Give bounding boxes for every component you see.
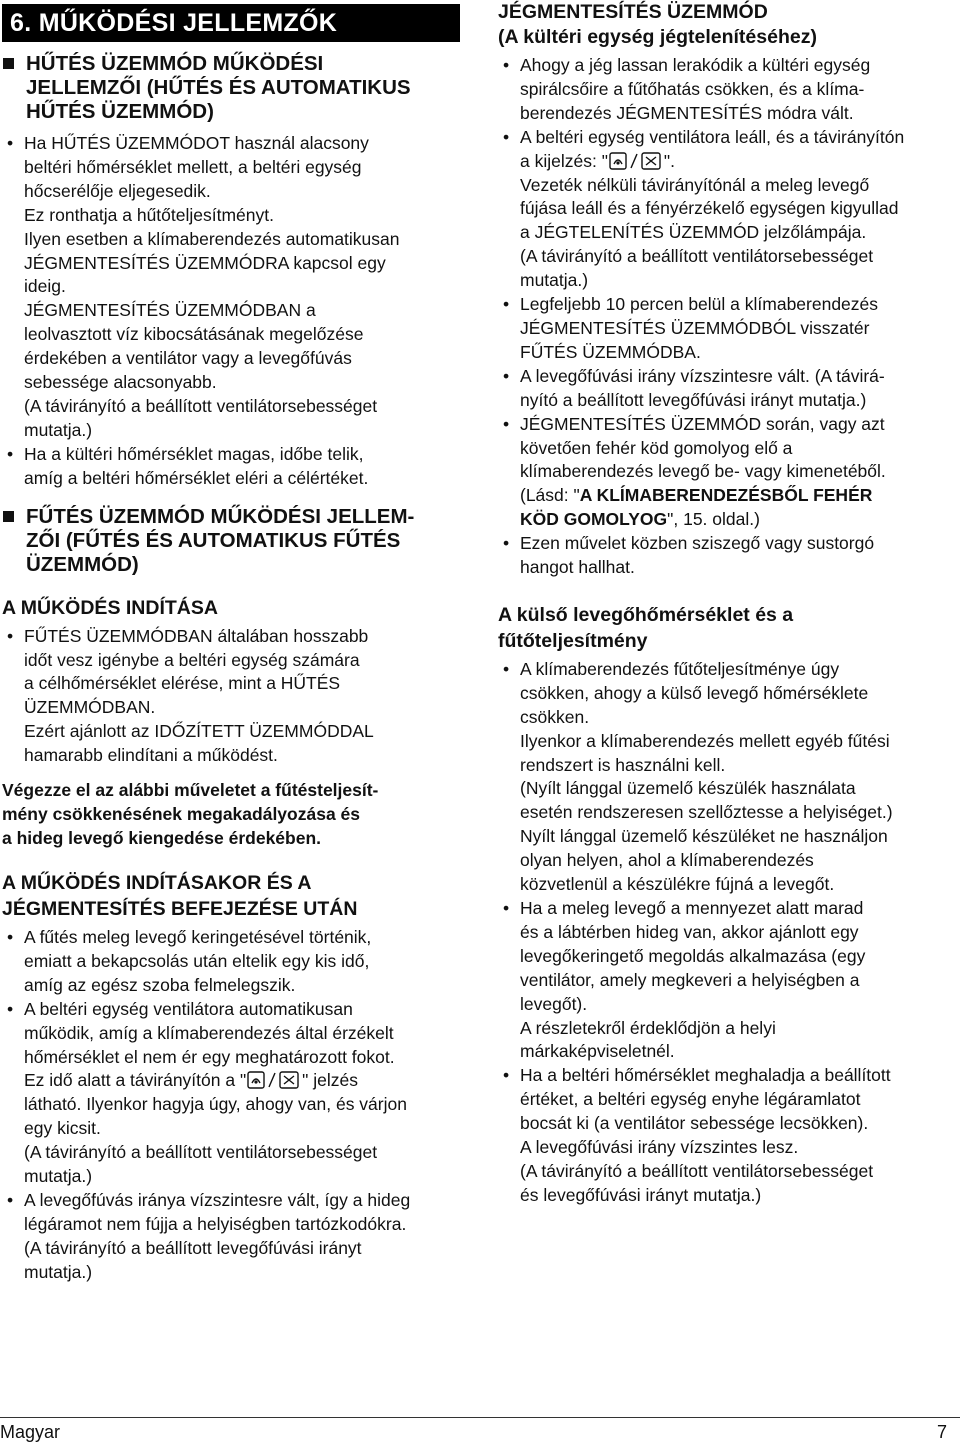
- start-bullets: [2, 625, 460, 768]
- list-item: • Ezen művelet közben sziszegő vagy sustorgó hangot hallhat.: [503, 533, 875, 578]
- bullet-dot-icon: •: [503, 1065, 510, 1086]
- list-item: • Ahogy a jég lassan lerakódik a kültéri egység spirálcsőire a fűtőhatás csökken, és a klíma- berendezés JÉGMENTESÍTÉS módra vált.: [503, 55, 871, 123]
- left-column: [2, 0, 460, 1285]
- subsection-after-defrost-title: A MŰKÖDÉS INDÍTÁSAKOR ÉS A JÉGMENTESÍTÉS BEFEJEZÉSE UTÁN: [2, 872, 358, 921]
- bullet-dot-icon: •: [503, 294, 510, 315]
- list-item: • A levegőfúvás iránya vízszintesre vált, így a hideg légáramot nem fújja a helyiségben tartózkodókra. (A távirányító a beállított levegőfúvási irányt mutatja.): [7, 1190, 411, 1282]
- chapter-title: 6. MŰKÖDÉSI JELLEMZŐK: [2, 4, 460, 42]
- list-item: • A beltéri egység ventilátora automatikusan működik, amíg a klímaberendezés által érzékelt hőmérséklet el nem ér egy meghatározott fokot. Ez idő alatt a távirányítón a " " jelzés látható. Ilyenkor hagyja úgy, ahogy van, és várjon egy kicsit. (A távirányító a beállított ventilátorsebességet mutatja.): [7, 998, 407, 1187]
- bullet-dot-icon: •: [7, 927, 14, 948]
- bullet-dot-icon: •: [503, 898, 510, 918]
- list-item: • Ha HŰTÉS ÜZEMMÓDOT használ alacsony beltéri hőmérséklet mellett, a beltéri egység hőcserélője eljegesedik. Ez ronthatja a hűtőteljesítményt. Ilyen esetben a klímaberendezés automatikusan JÉGMENTESÍTÉS ÜZEMMÓDRA kapcsol egy ideig. JÉGMENTESÍTÉS ÜZEMMÓDBAN a leolvasztott víz kibocsátásának megelőzése érdekében a ventilátor vagy a levegőfúvás sebessége alacsonyabb. (A távirányító a beállított ventilátorsebességet mutatja.): [7, 133, 400, 440]
- page-number: 7: [937, 1422, 948, 1442]
- bullet-dot-icon: •: [503, 413, 510, 434]
- outdoor-temp-bullets: [498, 658, 958, 1208]
- section-heating-title: FŰTÉS ÜZEMMÓD MŰKÖDÉSI JELLEM- ZŐI (FŰTÉS ÉS AUTOMATIKUS FŰTÉS ÜZEMMÓD): [2, 505, 460, 577]
- after-defrost-bullets: [2, 926, 460, 1285]
- cooling-bullets: [2, 132, 460, 491]
- bullet-dot-icon: •: [7, 133, 14, 153]
- bullet-dot-icon: •: [7, 443, 14, 464]
- defrost-bullets: [498, 54, 958, 580]
- list-item: • A beltéri egység ventilátora leáll, és a távirányítón a kijelzés: " ". Vezeték nélküli távirányítónál a meleg levegő fújása leáll és a fényérzékelő egységen kigyullad a JÉGTELENÍTÉS ÜZEMMÓD jelzőlámpája. (A távirányító a beállított ventilátorsebességet mutatja.): [503, 126, 905, 291]
- square-bullet-icon: [3, 511, 14, 522]
- list-item: • JÉGMENTESÍTÉS ÜZEMMÓD során, vagy azt követően fehér köd gomolyog elő a klímaberendezés levegő be- vagy kimenetéből. (Lásd: "A KLÍMABERENDEZÉSBŐL FEHÉR KÖD GOMOLYOG", 15. oldal.): [503, 413, 886, 530]
- reference-link-text: KÖD GOMOLYOG: [520, 509, 668, 530]
- bullet-dot-icon: •: [503, 658, 510, 679]
- right-column: [498, 0, 958, 1208]
- list-item: • A levegőfúvási irány vízszintesre vált. (A távirá- nyító a beállított levegőfúvási irányt mutatja.): [503, 365, 885, 410]
- square-bullet-icon: [3, 58, 14, 69]
- section-cooling-title: HŰTÉS ÜZEMMÓD MŰKÖDÉSI JELLEMZŐI (HŰTÉS ÉS AUTOMATIKUS HŰTÉS ÜZEMMÓD): [2, 52, 460, 124]
- bullet-dot-icon: •: [7, 998, 14, 1019]
- list-item: • A klímaberendezés fűtőteljesítménye úgy csökken, ahogy a külső levegő hőmérséklete csökken. Ilyenkor a klímaberendezés mellett egyéb fűtési rendszert is használni kell. (Nyílt lánggal üzemelő készülék használata esetén rendszeresen szellőztesse a helyiséget.) Nyílt lánggal üzemelő készüléket ne használjon olyan helyen, ahol a klímaberendezés közvetlenül a készülékre fújná a levegőt.: [503, 658, 893, 895]
- subsection-defrost-title: JÉGMENTESÍTÉS ÜZEMMÓD (A kültéri egység jégtelenítéséhez): [498, 1, 817, 48]
- bullet-dot-icon: •: [503, 126, 510, 147]
- list-item: • A fűtés meleg levegő keringetésével történik, emiatt a bekapcsolás után eltelik egy kis idő, amíg az egész szoba felmelegszik.: [7, 927, 372, 995]
- bullet-dot-icon: •: [503, 533, 510, 554]
- remote-display-icon: [247, 1071, 301, 1089]
- footer-divider: [0, 1417, 960, 1418]
- heating-warning-paragraph: Végezze el az alábbi műveletet a fűtésteljesít- mény csökkenésének megakadályozása és a hideg levegő kiengedése érdekében.: [2, 780, 379, 849]
- subsection-start-title: A MŰKÖDÉS INDÍTÁSA: [2, 596, 218, 619]
- bullet-dot-icon: •: [7, 1190, 14, 1210]
- reference-link-text: A KLÍMABERENDEZÉSBŐL FEHÉR: [579, 485, 873, 506]
- list-item: • Ha a meleg levegő a mennyezet alatt marad és a lábtérben hideg van, akkor ajánlott egy levegőkeringető megoldás alkalmazása (egy ventilátor, amely megkeveri a helyiségben a levegőt). A részletekről érdeklődjön a helyi márkaképviseletnél.: [503, 898, 866, 1062]
- remote-display-icon: [609, 152, 663, 170]
- bullet-dot-icon: •: [503, 55, 510, 75]
- list-item: • Legfeljebb 10 percen belül a klímaberendezés JÉGMENTESÍTÉS ÜZEMMÓDBÓL visszatér FŰTÉS ÜZEMMÓDBA.: [503, 294, 879, 362]
- bullet-dot-icon: •: [503, 365, 510, 386]
- bullet-dot-icon: •: [7, 625, 14, 646]
- list-item: • FŰTÉS ÜZEMMÓDBAN általában hosszabb időt vesz igénybe a beltéri egység számára a célhőmérséklet elérése, mint a HŰTÉS ÜZEMMÓDBAN. Ezért ajánlott az IDŐZÍTETT ÜZEMMÓDDAL hamarabb elindítani a működést.: [7, 625, 374, 766]
- list-item: • Ha a beltéri hőmérséklet meghaladja a beállított értéket, a beltéri egység enyhe légáramlatot bocsát ki (a ventilátor sebessége lecsökken). A levegőfúvási irány vízszintes lesz. (A távirányító a beállított ventilátorsebességet és levegőfúvási irányt mutatja.): [503, 1065, 891, 1205]
- subsection-outdoor-temp-title: A külső levegőhőmérséklet és a fűtőteljesítmény: [498, 603, 794, 652]
- footer-language: Magyar: [0, 1422, 61, 1442]
- list-item: • Ha a kültéri hőmérséklet magas, időbe telik, amíg a beltéri hőmérséklet eléri a célértéket.: [7, 443, 369, 488]
